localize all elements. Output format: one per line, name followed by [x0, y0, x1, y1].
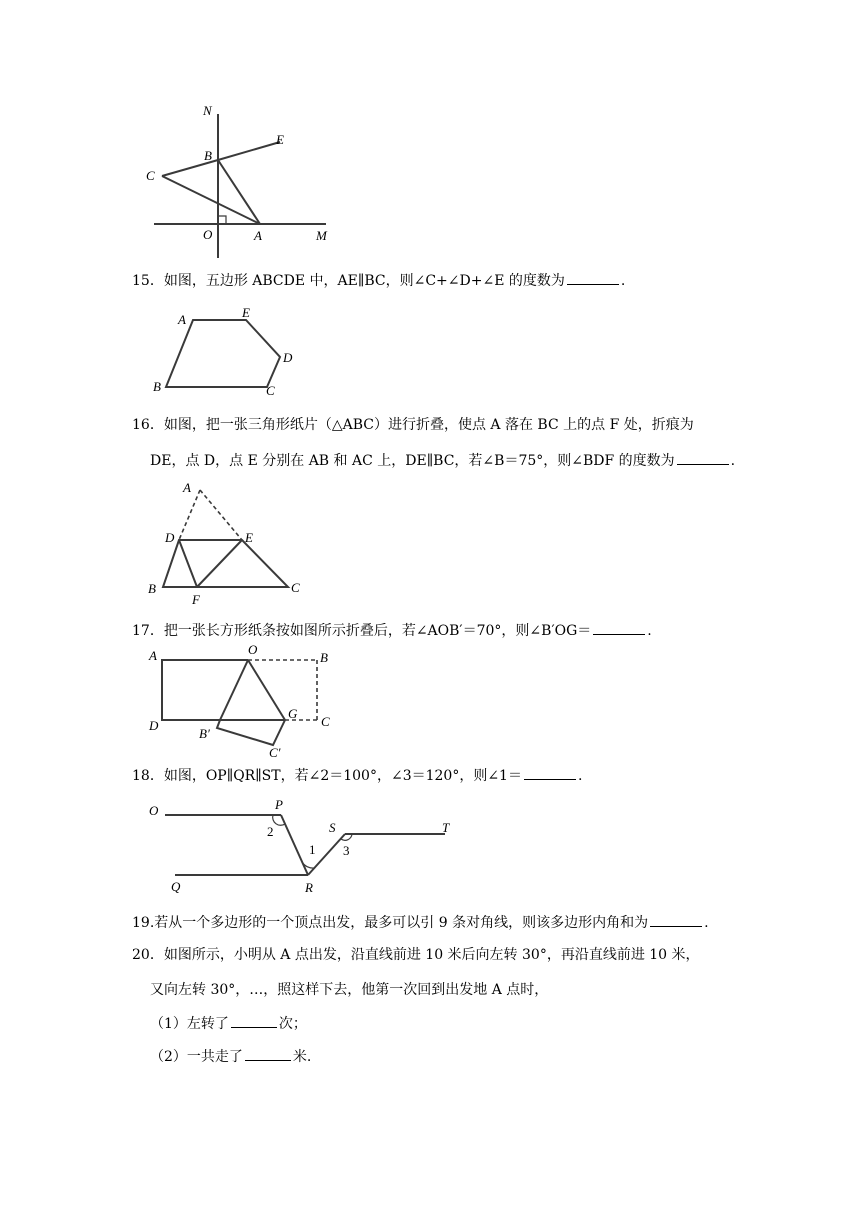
label-D: D	[283, 350, 293, 365]
question-15: 15．如图，五边形 ABCDE 中，AE∥BC，则∠C+∠D+∠E 的度数为 .	[132, 270, 732, 291]
label-O: O	[248, 642, 258, 657]
answer-blank[interactable]	[567, 270, 619, 285]
label-E: E	[276, 132, 284, 147]
label-B: B	[204, 148, 212, 163]
label-A: A	[183, 480, 191, 495]
question-17: 17．把一张长方形纸条按如图所示折叠后，若∠AOB′＝70°，则∠B′OG＝ .	[132, 620, 732, 641]
right-angle-mark	[218, 216, 226, 224]
question-number: 16．	[132, 417, 164, 433]
question-20-part2: （2）一共走了 米.	[150, 1046, 311, 1067]
question-number: 17．	[132, 623, 164, 639]
segment-DF	[179, 540, 197, 587]
answer-blank[interactable]	[231, 1013, 277, 1028]
dashed-AE	[200, 490, 242, 540]
label-D: D	[165, 530, 175, 545]
label-E: E	[245, 530, 253, 545]
label-C: C	[321, 714, 330, 729]
label-A: A	[178, 312, 186, 327]
label-R: R	[305, 880, 313, 895]
label-Q: Q	[171, 879, 181, 894]
figure-15	[150, 305, 330, 405]
question-16	[132, 415, 732, 435]
label-E: E	[242, 305, 250, 320]
question-text: 若从一个多边形的一个顶点出发，最多可以引 9 条对角线，则该多边形内角和为	[154, 915, 649, 931]
question-number: 20．	[132, 947, 164, 963]
label-B: B	[153, 379, 161, 394]
question-text: 如图，把一张三角形纸片（△ABC）进行折叠，使点 A 落在 BC 上的点 F 处，折痕为	[163, 417, 694, 433]
question-number: 19.	[132, 915, 155, 931]
label-O: O	[203, 227, 213, 242]
label-angle-1: 1	[309, 842, 316, 857]
label-F: F	[192, 592, 200, 607]
label-B: B	[320, 650, 328, 665]
label-S: S	[329, 820, 336, 835]
question-text: 如图，五边形 ABCDE 中，AE∥BC，则∠C+∠D+∠E 的度数为	[163, 273, 565, 289]
question-18: 18．如图，OP∥QR∥ST，若∠2＝100°，∠3＝120°，则∠1＝ .	[132, 765, 732, 786]
figure-18	[145, 792, 465, 902]
question-text: 如图所示，小明从 A 点出发，沿直线前进 10 米后向左转 30°，再沿直线前进 10 米，	[163, 947, 700, 963]
answer-blank[interactable]	[245, 1046, 291, 1061]
label-N: N	[203, 103, 212, 118]
answer-blank[interactable]	[524, 765, 576, 780]
label-C: C	[146, 168, 155, 183]
question-19: 19.若从一个多边形的一个顶点出发，最多可以引 9 条对角线，则该多边形内角和为 .	[132, 912, 732, 933]
label-C: C	[291, 580, 300, 595]
label-D: D	[149, 718, 159, 733]
pentagon-ABCDE	[166, 320, 280, 387]
answer-blank[interactable]	[650, 912, 702, 927]
question-20-line2	[150, 980, 548, 1000]
label-M: M	[316, 228, 327, 243]
question-16-line2: DE，点 D，点 E 分别在 AB 和 AC 上，DE∥BC，若∠B＝75°，则∠BDF 的度数为 .	[150, 450, 735, 471]
answer-blank[interactable]	[677, 450, 729, 465]
label-O: O	[149, 803, 159, 818]
ray-BE	[218, 142, 280, 160]
segment-OB'	[220, 660, 248, 720]
segment-OG	[248, 660, 285, 720]
question-text: 如图，OP∥QR∥ST，若∠2＝100°，∠3＝120°，则∠1＝	[163, 768, 522, 784]
label-A: A	[254, 228, 262, 243]
question-text: 把一张长方形纸条按如图所示折叠后，若∠AOB′＝70°，则∠B′OG＝	[163, 623, 592, 639]
question-20-part1: （1）左转了 次；	[150, 1013, 307, 1034]
label-C-prime: C′	[269, 745, 281, 760]
label-angle-2: 2	[267, 824, 274, 839]
figure-16	[145, 480, 325, 610]
label-P: P	[275, 797, 283, 812]
segment-EF	[197, 540, 242, 587]
label-B-prime: B′	[199, 726, 210, 741]
answer-blank[interactable]	[593, 620, 645, 635]
label-G: G	[288, 706, 298, 721]
label-A: A	[149, 648, 157, 663]
segment-PR	[281, 815, 308, 875]
label-B: B	[148, 581, 156, 596]
question-text: DE，点 D，点 E 分别在 AB 和 AC 上，DE∥BC，若∠B＝75°，则∠BDF 的度数为	[150, 453, 675, 469]
label-T: T	[442, 820, 450, 835]
question-number: 15．	[132, 273, 164, 289]
question-text: 又向左转 30°，…，照这样下去，他第一次回到出发地 A 点时，	[150, 982, 549, 998]
question-20	[132, 945, 732, 965]
label-C: C	[266, 383, 275, 398]
dashed-AD	[179, 490, 200, 540]
question-number: 18．	[132, 768, 164, 784]
figure-17	[145, 640, 345, 760]
label-angle-3: 3	[343, 843, 350, 858]
figure-14	[140, 100, 340, 265]
folded-B'C'G	[217, 720, 285, 745]
